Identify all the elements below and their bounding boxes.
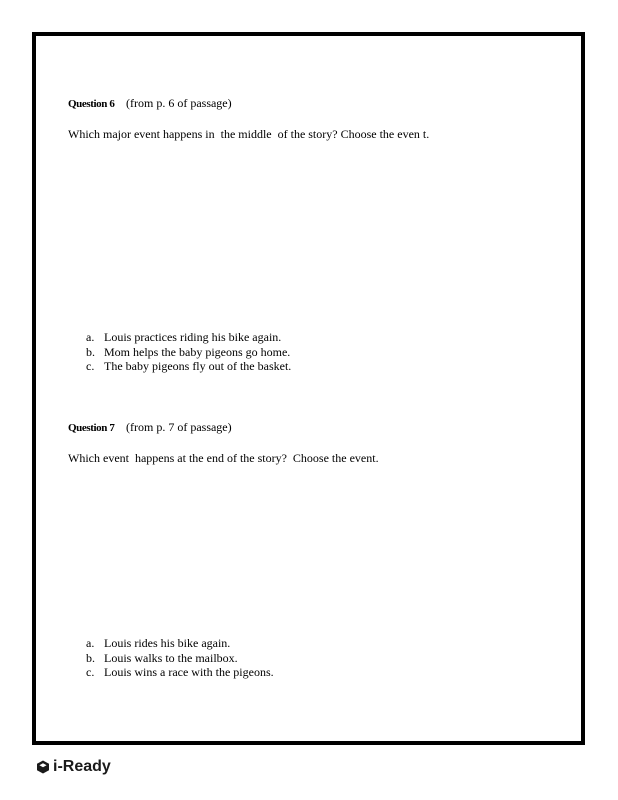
choice-text: Louis wins a race with the pigeons. [104, 665, 274, 679]
answer-choice [86, 665, 274, 680]
choice-text: Louis walks to the mailbox. [104, 650, 238, 665]
choice-letter: b. [86, 650, 95, 665]
question-7-choices [86, 636, 274, 680]
answer-choice [86, 345, 291, 360]
choice-letter: a. [86, 330, 95, 344]
worksheet-frame [32, 32, 585, 745]
answer-choice [86, 636, 274, 651]
question-source: (from p. 6 of passage) [126, 96, 232, 110]
question-header [68, 420, 561, 435]
question-6-choices [86, 330, 291, 374]
question-number: Question 6 [68, 98, 115, 110]
choice-text: Mom helps the baby pigeons go home. [104, 344, 291, 359]
question-source: (from p. 7 of passage) [126, 420, 232, 434]
answer-choice [86, 651, 274, 666]
choice-text: Louis rides his bike again. [104, 636, 231, 650]
question-7 [68, 420, 561, 465]
choice-text: Louis practices riding his bike again. [104, 330, 282, 344]
question-header [68, 96, 561, 111]
question-prompt: Which major event happens in the middle of the story? Choose the even t. [68, 127, 430, 141]
i-ready-logo-icon [36, 760, 50, 774]
brand-name: i-Ready [53, 758, 111, 775]
question-number: Question 7 [68, 422, 115, 434]
answer-choice [86, 330, 291, 345]
question-prompt: Which event happens at the end of the story? Choose the event. [68, 451, 379, 465]
choice-letter: a. [86, 636, 95, 650]
choice-letter: c. [86, 665, 95, 679]
choice-letter: c. [86, 359, 95, 373]
choice-letter: b. [86, 344, 95, 359]
question-6 [68, 96, 561, 141]
choice-text: The baby pigeons fly out of the basket. [104, 359, 292, 373]
i-ready-logo [36, 758, 111, 776]
answer-choice [86, 359, 291, 374]
